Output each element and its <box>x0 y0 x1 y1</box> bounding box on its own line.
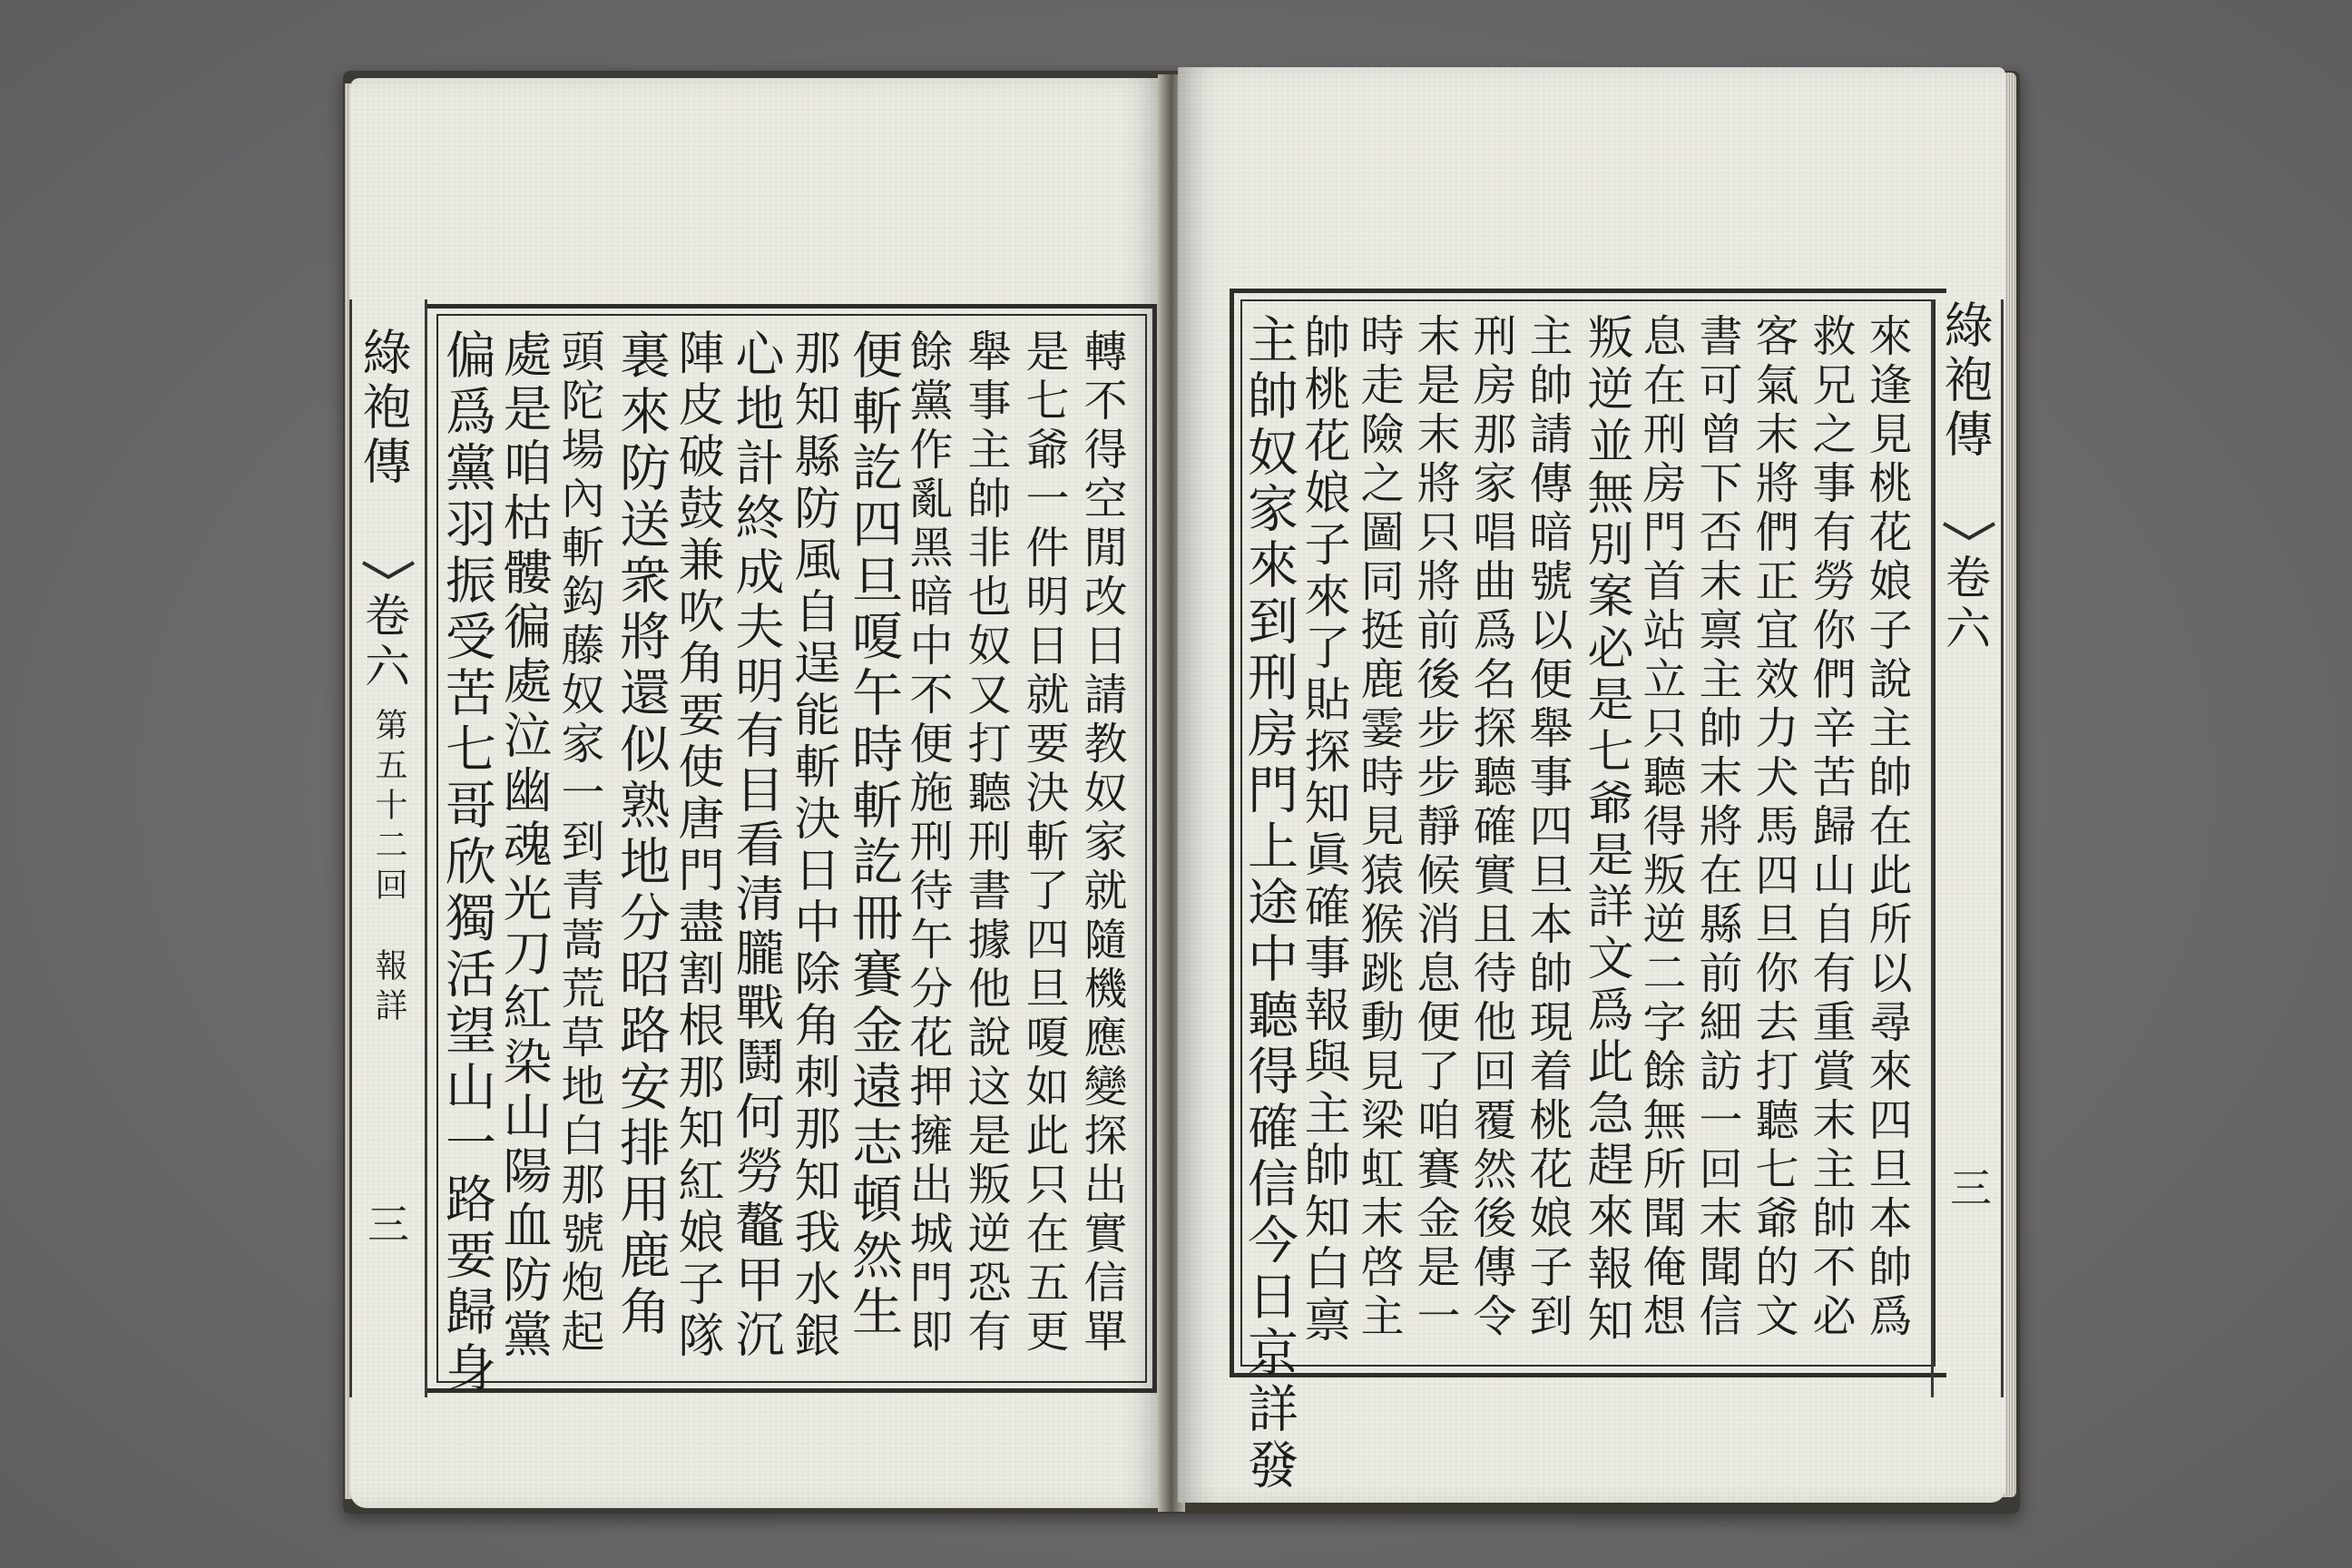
right-leaf-number: 三 <box>1944 1166 1993 1213</box>
right-col-7: 主帥請傳暗號以便舉事四旦本帥現着桃花娘子到 <box>1522 313 1573 1342</box>
left-col-7: 心地計終成夫明有目看清朧戰鬪何勞鼇甲沉 <box>728 328 785 1363</box>
right-col-4: 書可曾下否末禀主帥末將在縣前細訪一回末聞信 <box>1691 313 1742 1342</box>
right-col-3: 客氣末將們正宜效力犬馬四旦你去打聽七爺的文 <box>1748 313 1798 1342</box>
left-chapter-mark: 卷六 <box>358 592 410 693</box>
left-col-1: 轉不得空閒改日請教奴家就隨機應變探出實信單 <box>1076 328 1127 1357</box>
left-col-2: 是七爺一件明日就要決斬了四旦嗄如此只在五更 <box>1018 328 1069 1357</box>
right-col-9: 末是末將只將前後步步靜候消息便了咱賽金是一 <box>1409 313 1460 1342</box>
right-col-11: 帥桃花娘子來了貼探知眞確事報與主帥知白禀 <box>1296 313 1349 1348</box>
left-col-5: 便斬訖四旦嗄午時斬訖冊賽金遠志頓然生 <box>844 328 903 1341</box>
left-col-8: 陣皮破鼓兼吹角要使唐門盡割根那知紅娘子隊 <box>670 328 723 1363</box>
left-col-3: 舉事主帥非也奴又打聽刑書據他說这是叛逆恐有 <box>960 328 1011 1357</box>
right-banxin <box>1931 299 2004 1397</box>
right-col-8: 刑房那家唱曲爲名探聽確實且待他回覆然後傳令 <box>1465 313 1516 1342</box>
right-col-12: 主帥奴家來到刑房門上途中聽得確信今日京詳發 <box>1240 313 1298 1494</box>
right-chapter-mark: 卷六 <box>1938 554 1991 655</box>
left-col-6: 那知縣防風自逞能斬決日中除角刺那知我水銀 <box>786 328 839 1363</box>
left-col-11: 處是咱枯髏徧處泣幽魂光刀紅染山陽血防黨 <box>495 328 553 1363</box>
left-margin-title: 綠袍傳 <box>355 327 412 490</box>
fishtail-mark <box>361 561 416 581</box>
left-col-10: 頭陀場內斬鈎藤奴家一到青蒿荒草地白那號炮起 <box>554 328 604 1357</box>
right-col-1: 來逢見桃花娘子說主帥在此所以尋來四旦本帥爲 <box>1861 313 1912 1342</box>
left-col-4: 餘黨作亂黑暗中不便施刑待午分花押擁出城門即 <box>902 328 953 1357</box>
left-leaf-number: 三 <box>361 1202 410 1250</box>
left-col-12: 偏爲黨羽振受苦七哥欣獨活望山一路要歸身 <box>437 328 496 1397</box>
left-chapter-ref: 第五十二回 <box>370 708 407 907</box>
right-col-10: 時走險之圖同挺鹿霎時見猿猴跳動見梁虹末啓主 <box>1353 313 1404 1342</box>
right-margin-title: 綠袍傳 <box>1936 299 1994 463</box>
left-col-9: 裏來防送衆將還似熟地分昭路安排用鹿角 <box>612 328 671 1341</box>
right-col-6: 叛逆並無別案必是七爺是詳文爲此急趕來報知 <box>1579 313 1632 1348</box>
right-col-5: 息在刑房門首站立只聽得叛逆二字餘無所聞俺想 <box>1635 313 1686 1342</box>
right-col-2: 救兄之事有勞你們辛苦歸山自有重賞末主帥不必 <box>1805 313 1856 1342</box>
fishtail-mark <box>1942 522 1996 542</box>
left-chapter-tag: 報詳 <box>370 948 407 1028</box>
